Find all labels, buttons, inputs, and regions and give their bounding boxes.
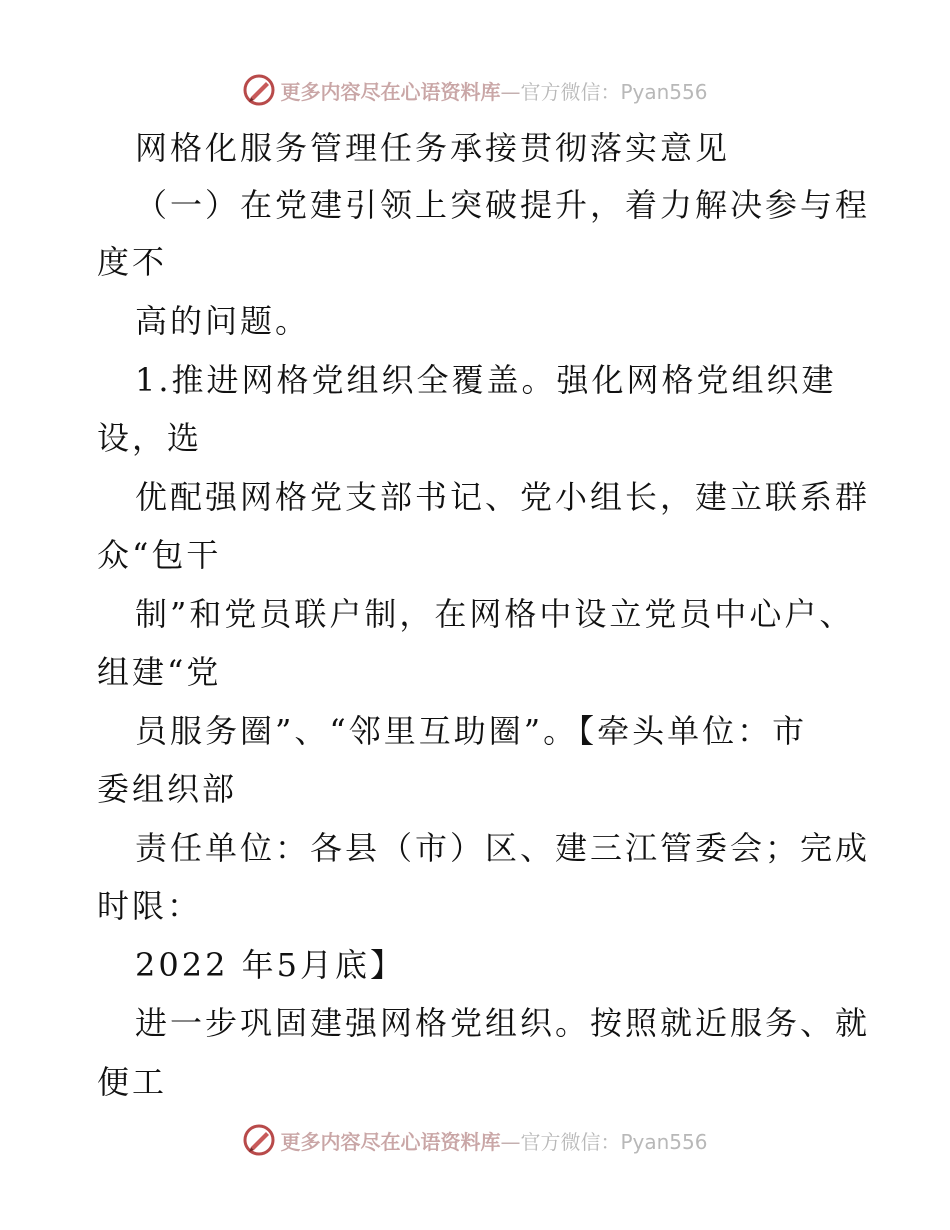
text-line: 1.推进网格党组织全覆盖。强化网格党组织建 (135, 361, 837, 399)
footer-watermark (0, 1120, 950, 1160)
text-line: 高的问题。 (135, 302, 311, 340)
text-line: 时限： (97, 887, 203, 925)
text-line: 2022 年5月底】 (135, 946, 405, 984)
text-line: 便工 (97, 1063, 168, 1101)
watermark-separator: — (500, 79, 521, 104)
text-line: 组建“党 (97, 653, 222, 691)
text-line: 众“包干 (97, 536, 222, 574)
text-line: 优配强网格党支部书记、党小组长，建立联系群 (135, 478, 871, 516)
text-line: 度不 (97, 243, 168, 281)
watermark-brand: 更多内容尽在心语资料库 (280, 1129, 501, 1154)
watermark-text (280, 1126, 707, 1155)
header-watermark (0, 70, 950, 110)
document-title: 网格化服务管理任务承接贯彻落实意见 (135, 129, 731, 167)
pen-logo-icon (242, 1123, 276, 1157)
text-line: 责任单位：各县（市）区、建三江管委会；完成 (135, 829, 871, 867)
text-line: 设，选 (97, 419, 203, 457)
watermark-brand: 更多内容尽在心语资料库 (280, 79, 501, 104)
watermark-contact: 官方微信：Pyan556 (520, 79, 708, 104)
watermark-separator: — (500, 1129, 521, 1154)
text-line: 进一步巩固建强网格党组织。按照就近服务、就 (135, 1004, 871, 1042)
text-line: 员服务圈”、“邻里互助圈”。【牵头单位：市 (135, 712, 808, 750)
text-line: （一）在党建引领上突破提升，着力解决参与程 (135, 186, 871, 224)
watermark-contact: 官方微信：Pyan556 (520, 1129, 708, 1154)
text-line: 委组织部 (97, 770, 238, 808)
pen-logo-icon (242, 73, 276, 107)
text-line: 制”和党员联户制，在网格中设立党员中心户、 (135, 595, 855, 633)
watermark-text (280, 76, 707, 105)
